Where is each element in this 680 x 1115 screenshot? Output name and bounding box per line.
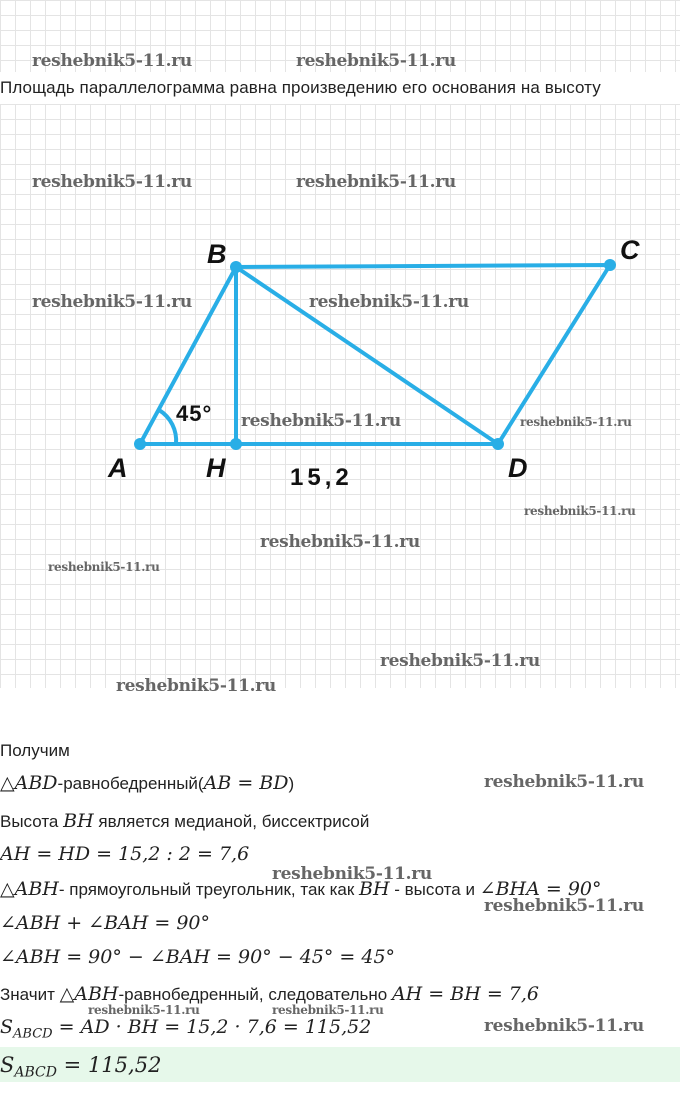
- math-triangle-abh: △ABH: [0, 878, 59, 900]
- math-angle-abh: ∠ABH = 90° − ∠BAH = 90° − 45° = 45°: [0, 946, 396, 968]
- step2-text: Высота: [0, 812, 64, 831]
- math-bh: BH: [63, 810, 94, 832]
- watermark: reshebnik5-11.ru: [32, 172, 192, 192]
- watermark: reshebnik5-11.ru: [241, 411, 401, 431]
- math-ah-bh: AH = BH = 7,6: [391, 983, 539, 1005]
- watermark: reshebnik5-11.ru: [520, 415, 632, 429]
- watermark: reshebnik5-11.ru: [48, 560, 160, 574]
- math-angle-sum: ∠ABH + ∠BAH = 90°: [0, 912, 211, 934]
- length-label: 15,2: [290, 464, 353, 491]
- math-ab-eq-bd: AB = BD: [203, 772, 289, 794]
- solution-heading: Получим: [0, 741, 70, 760]
- point-a: [134, 438, 146, 450]
- watermark: reshebnik5-11.ru: [484, 772, 644, 792]
- step1-close: ): [288, 774, 295, 793]
- watermark: reshebnik5-11.ru: [296, 172, 456, 192]
- solution-step-5: [0, 912, 210, 934]
- label-b: B: [207, 239, 227, 269]
- watermark: reshebnik5-11.ru: [32, 292, 192, 312]
- intro-text: Площадь параллелограмма равна произведению его основания на высоту: [0, 78, 601, 97]
- solution-step-8: [0, 1016, 371, 1041]
- point-c: [604, 259, 616, 271]
- solution-step-3: [0, 843, 249, 865]
- solution-step-1: [0, 772, 294, 794]
- step1-text: -равнобедренный(: [57, 774, 204, 793]
- math-area-s: S: [0, 1016, 14, 1038]
- watermark: reshebnik5-11.ru: [524, 504, 636, 518]
- solution-step-7: [0, 983, 539, 1005]
- label-c: C: [620, 235, 640, 265]
- solution-step-2: [0, 810, 369, 832]
- watermark: reshebnik5-11.ru: [309, 292, 469, 312]
- watermark: reshebnik5-11.ru: [272, 1003, 384, 1017]
- solution-step-6: [0, 946, 395, 968]
- watermark: reshebnik5-11.ru: [296, 51, 456, 71]
- math-ah-hd: AH = HD = 15,2 : 2 = 7,6: [0, 843, 250, 865]
- math-area-sub: ABCD: [13, 1026, 53, 1042]
- watermark: reshebnik5-11.ru: [484, 896, 644, 916]
- step7-text: Значит: [0, 985, 60, 1004]
- answer-value: = 115,52: [57, 1053, 162, 1077]
- answer-s: S: [0, 1053, 15, 1077]
- watermark: reshebnik5-11.ru: [260, 532, 420, 552]
- step4-text2: - высота и: [389, 880, 480, 899]
- answer-line: [0, 1053, 161, 1080]
- label-d: D: [508, 453, 528, 483]
- angle-label: 45°: [176, 401, 213, 426]
- watermark: reshebnik5-11.ru: [116, 676, 276, 696]
- angle-arc-a: [159, 410, 176, 444]
- step2-text2: является медианой, биссектрисой: [93, 812, 370, 831]
- math-area-calc: = AD · BH = 15,2 · 7,6 = 115,52: [52, 1016, 372, 1038]
- math-triangle-abh-2: △ABH: [59, 983, 119, 1005]
- watermark: reshebnik5-11.ru: [32, 51, 192, 71]
- math-bh-2: BH: [359, 878, 390, 900]
- step4-text: - прямоугольный треугольник, так как: [58, 880, 359, 899]
- watermark: reshebnik5-11.ru: [88, 1003, 200, 1017]
- label-a: A: [108, 453, 128, 483]
- math-angle-bha: ∠BHA = 90°: [479, 878, 602, 900]
- answer-sub: ABCD: [14, 1064, 57, 1081]
- watermark: reshebnik5-11.ru: [484, 1016, 644, 1036]
- point-b: [230, 261, 242, 273]
- label-h: H: [206, 453, 226, 483]
- math-triangle-abd: △ABD: [0, 772, 58, 794]
- watermark: reshebnik5-11.ru: [380, 651, 540, 671]
- step7-text2: -равнобедренный, следовательно: [118, 985, 392, 1004]
- point-d: [492, 438, 504, 450]
- watermark: reshebnik5-11.ru: [272, 864, 432, 884]
- point-h: [230, 438, 242, 450]
